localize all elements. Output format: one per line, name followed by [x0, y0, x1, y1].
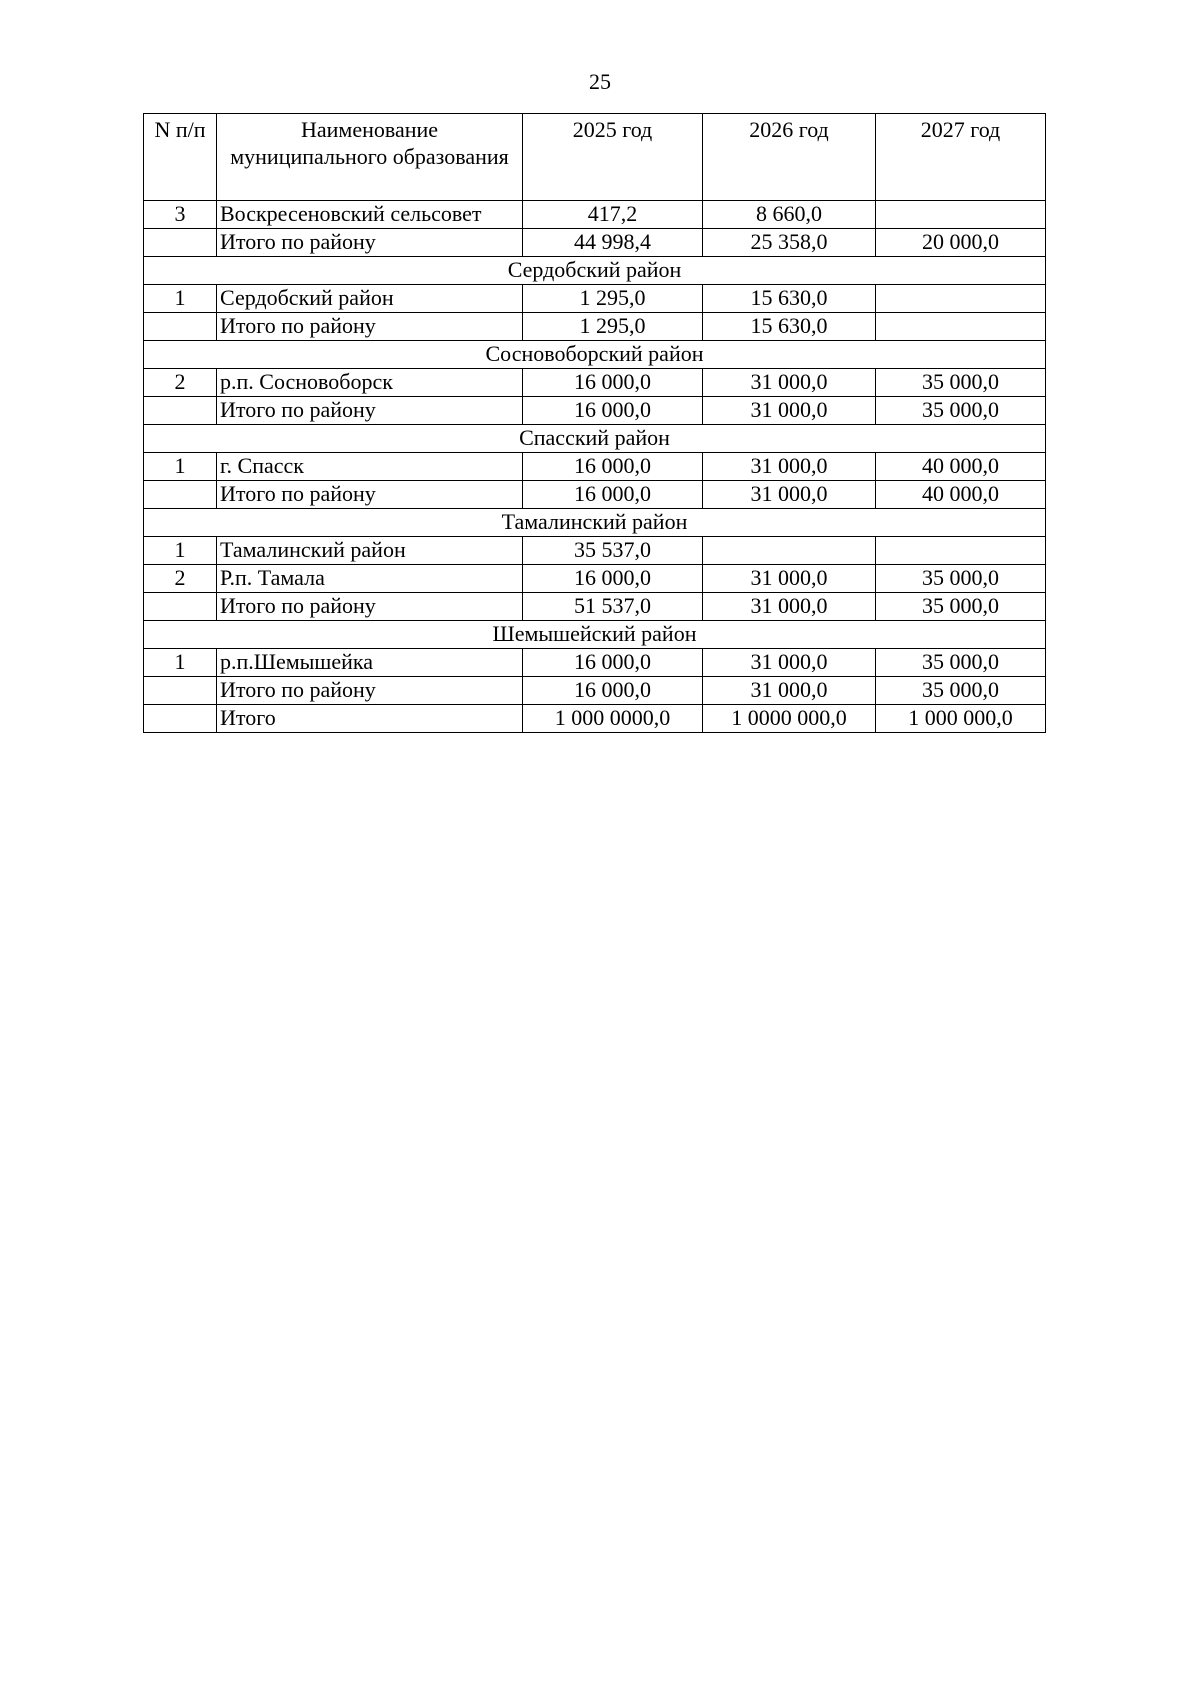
municipality-name: Тамалинский район	[217, 537, 523, 565]
value-2027: 40 000,0	[876, 453, 1046, 481]
value-2026	[703, 537, 876, 565]
district-title: Шемышейский район	[144, 621, 1046, 649]
value-2027: 35 000,0	[876, 397, 1046, 425]
row-number: 2	[144, 369, 217, 397]
value-2027	[876, 313, 1046, 341]
district-row	[144, 621, 1046, 649]
value-2027: 35 000,0	[876, 593, 1046, 621]
value-2026: 25 358,0	[703, 229, 876, 257]
table-row	[144, 649, 1046, 677]
value-2026: 31 000,0	[703, 593, 876, 621]
header-name: Наименование муниципального образования	[217, 114, 523, 201]
value-2025: 1 295,0	[523, 313, 703, 341]
value-2026: 31 000,0	[703, 453, 876, 481]
value-2025: 35 537,0	[523, 537, 703, 565]
row-number: 2	[144, 565, 217, 593]
value-2027: 40 000,0	[876, 481, 1046, 509]
value-2025: 16 000,0	[523, 397, 703, 425]
value-2026: 31 000,0	[703, 481, 876, 509]
table-row	[144, 229, 1046, 257]
table-row	[144, 453, 1046, 481]
municipality-name: Воскресеновский сельсовет	[217, 201, 523, 229]
value-2026: 31 000,0	[703, 397, 876, 425]
value-2027: 35 000,0	[876, 369, 1046, 397]
district-row	[144, 257, 1046, 285]
value-2025: 417,2	[523, 201, 703, 229]
municipality-name: Р.п. Тамала	[217, 565, 523, 593]
header-2025: 2025 год	[523, 114, 703, 201]
value-2026: 15 630,0	[703, 285, 876, 313]
row-number	[144, 229, 217, 257]
table-row	[144, 369, 1046, 397]
row-number: 1	[144, 537, 217, 565]
municipality-name: Итого по району	[217, 593, 523, 621]
header-2027: 2027 год	[876, 114, 1046, 201]
municipality-name: Итого по району	[217, 677, 523, 705]
row-number: 1	[144, 649, 217, 677]
value-2025: 16 000,0	[523, 453, 703, 481]
value-2025: 1 295,0	[523, 285, 703, 313]
municipality-name: Итого по району	[217, 313, 523, 341]
district-title: Спасский район	[144, 425, 1046, 453]
municipality-name: р.п.Шемышейка	[217, 649, 523, 677]
table-row	[144, 201, 1046, 229]
value-2025: 16 000,0	[523, 369, 703, 397]
table-row	[144, 285, 1046, 313]
table-row	[144, 705, 1046, 733]
value-2025: 51 537,0	[523, 593, 703, 621]
district-row	[144, 425, 1046, 453]
page-number: 25	[589, 69, 611, 94]
row-number: 1	[144, 453, 217, 481]
row-number	[144, 677, 217, 705]
table-header	[144, 114, 1046, 201]
value-2026: 31 000,0	[703, 677, 876, 705]
value-2025: 16 000,0	[523, 481, 703, 509]
value-2027: 20 000,0	[876, 229, 1046, 257]
district-row	[144, 509, 1046, 537]
municipality-name: г. Спасск	[217, 453, 523, 481]
value-2025: 16 000,0	[523, 649, 703, 677]
header-row	[144, 114, 1046, 201]
budget-table	[143, 113, 1046, 733]
district-title: Сердобский район	[144, 257, 1046, 285]
municipality-name: Итого по району	[217, 397, 523, 425]
header-2026: 2026 год	[703, 114, 876, 201]
value-2025: 16 000,0	[523, 565, 703, 593]
row-number: 3	[144, 201, 217, 229]
table-row	[144, 565, 1046, 593]
table-row	[144, 397, 1046, 425]
value-2027: 35 000,0	[876, 565, 1046, 593]
table-row	[144, 537, 1046, 565]
value-2026: 1 0000 000,0	[703, 705, 876, 733]
district-title: Сосновоборский район	[144, 341, 1046, 369]
table-body	[144, 201, 1046, 733]
row-number: 1	[144, 285, 217, 313]
municipality-name: Сердобский район	[217, 285, 523, 313]
table-row	[144, 593, 1046, 621]
municipality-name: Итого по району	[217, 229, 523, 257]
municipality-name: Итого по району	[217, 481, 523, 509]
value-2025: 44 998,4	[523, 229, 703, 257]
district-title: Тамалинский район	[144, 509, 1046, 537]
row-number	[144, 397, 217, 425]
table-row	[144, 677, 1046, 705]
value-2026: 31 000,0	[703, 565, 876, 593]
municipality-name: Итого	[217, 705, 523, 733]
value-2027: 35 000,0	[876, 677, 1046, 705]
value-2026: 31 000,0	[703, 649, 876, 677]
value-2027	[876, 285, 1046, 313]
row-number	[144, 705, 217, 733]
value-2026: 15 630,0	[703, 313, 876, 341]
municipality-name: р.п. Сосновоборск	[217, 369, 523, 397]
value-2026: 8 660,0	[703, 201, 876, 229]
table-row	[144, 313, 1046, 341]
value-2025: 1 000 0000,0	[523, 705, 703, 733]
row-number	[144, 313, 217, 341]
row-number	[144, 481, 217, 509]
row-number	[144, 593, 217, 621]
value-2027: 35 000,0	[876, 649, 1046, 677]
value-2026: 31 000,0	[703, 369, 876, 397]
value-2027	[876, 201, 1046, 229]
table-row	[144, 481, 1046, 509]
district-row	[144, 341, 1046, 369]
value-2025: 16 000,0	[523, 677, 703, 705]
header-num: N п/п	[144, 114, 217, 201]
value-2027	[876, 537, 1046, 565]
value-2027: 1 000 000,0	[876, 705, 1046, 733]
